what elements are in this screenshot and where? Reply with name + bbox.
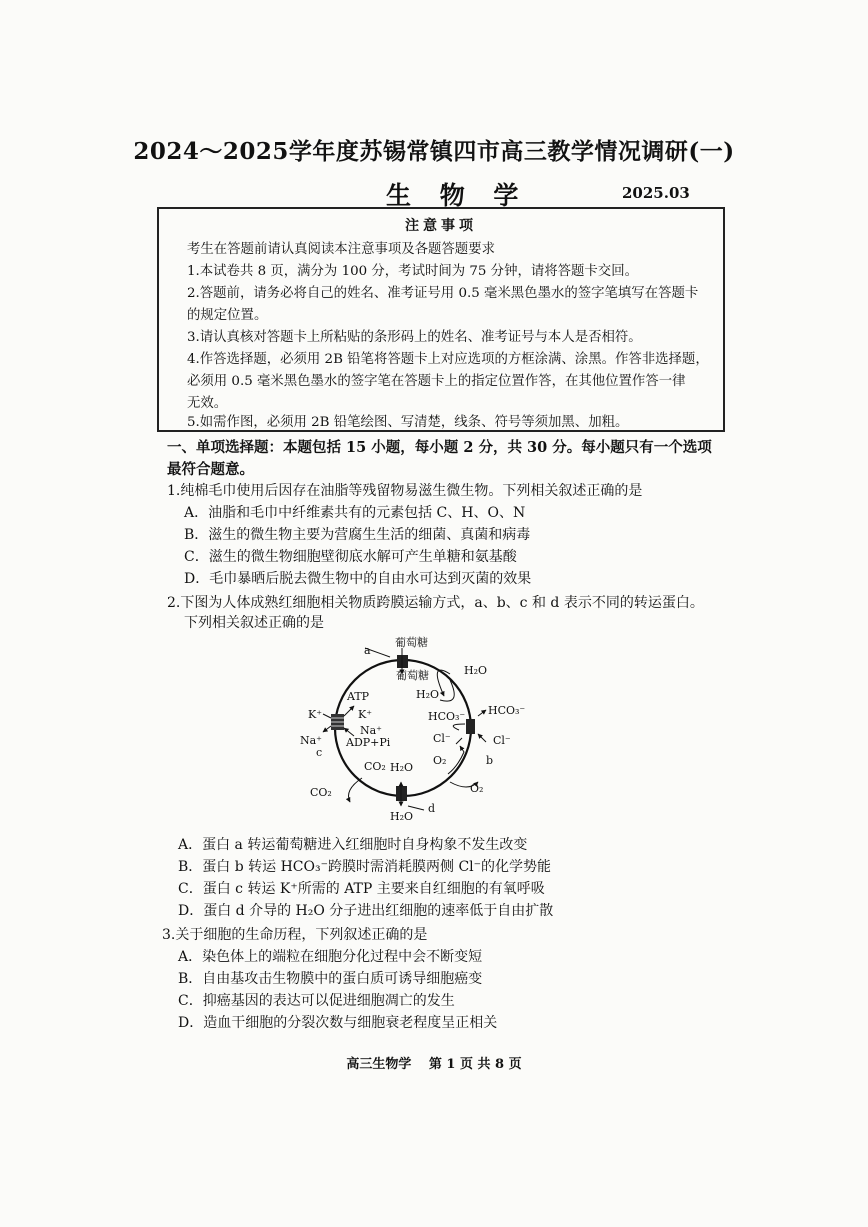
question-3-option-d: D．造血干细胞的分裂次数与细胞衰老程度呈正相关	[178, 1015, 498, 1031]
label-hco3-in: HCO₃⁻	[428, 710, 466, 723]
transporter-b	[466, 719, 475, 734]
label-na-in: Na⁺	[360, 724, 382, 737]
question-1-option-a: A．油脂和毛巾中纤维素共有的元素包括 C、H、O、N	[184, 505, 526, 521]
label-co2-in: CO₂	[364, 760, 386, 773]
question-1-option-c: C．滋生的微生物细胞壁彻底水解可产生单糖和氨基酸	[184, 549, 517, 565]
notice-line: 5.如需作图，必须用 2B 铅笔绘图、写清楚，线条、符号等须加黑、加粗。	[187, 415, 629, 430]
exam-title: 2024～2025学年度苏锡常镇四市高三教学情况调研(一)	[133, 138, 735, 165]
label-cl-in: Cl⁻	[433, 732, 451, 745]
label-k-in: K⁺	[358, 708, 373, 721]
notice-box	[157, 207, 725, 432]
question-3-option-c: C．抑癌基因的表达可以促进细胞凋亡的发生	[178, 993, 455, 1009]
label-adp: ADP+Pi	[346, 736, 391, 749]
label-co2-out: CO₂	[310, 786, 332, 799]
question-2-stem: 2.下图为人体成熟红细胞相关物质跨膜运输方式，a、b、c 和 d 表示不同的转运蛋白。	[167, 595, 704, 611]
label-h2o-d-in: H₂O	[390, 761, 414, 774]
question-2-option-d: D．蛋白 d 介导的 H₂O 分子进出红细胞的速率低于自由扩散	[178, 903, 554, 919]
label-h2o-out: H₂O	[464, 664, 488, 677]
label-glucose-out: 葡萄糖	[395, 636, 428, 649]
notice-line: 4.作答选择题，必须用 2B 铅笔将答题卡上对应选项的方框涂满、涂黑。作答非选择题，	[187, 352, 709, 367]
notice-line: 2.答题前，请务必将自己的姓名、准考证号用 0.5 毫米黑色墨水的签字笔填写在答题卡	[187, 286, 699, 301]
question-1-stem: 1.纯棉毛巾使用后因存在油脂等残留物易滋生微生物。下列相关叙述正确的是	[167, 483, 643, 499]
section-heading: 一、单项选择题：本题包括 15 小题，每小题 2 分，共 30 分。每小题只有一个选项	[167, 439, 712, 456]
label-o2-out: O₂	[470, 782, 484, 795]
notice-line: 3.请认真核对答题卡上所粘贴的条形码上的姓名、准考证号与本人是否相符。	[187, 330, 642, 345]
label-atp: ATP	[347, 690, 370, 703]
notice-line: 考生在答题前请认真阅读本注意事项及各题答题要求	[187, 242, 495, 257]
label-cl-out: Cl⁻	[493, 734, 511, 747]
label-k-out: K⁺	[308, 708, 323, 721]
question-2-stem-cont: 下列相关叙述正确的是	[184, 615, 324, 631]
question-1-option-d: D．毛巾暴晒后脱去微生物中的自由水可达到灭菌的效果	[184, 571, 532, 587]
subject-title: 生 物 学	[386, 181, 529, 210]
label-h2o-in: H₂O	[416, 688, 440, 701]
notice-line: 无效。	[187, 396, 228, 411]
question-3-option-b: B．自由基攻击生物膜中的蛋白质可诱导细胞癌变	[178, 971, 483, 987]
notice-title: 注意事项	[405, 218, 477, 234]
label-c: c	[316, 746, 323, 759]
label-a: a	[364, 644, 371, 657]
question-2-option-a: A．蛋白 a 转运葡萄糖进入红细胞时自身构象不发生改变	[178, 837, 528, 853]
exam-date: 2025.03	[622, 184, 690, 202]
question-3-stem: 3.关于细胞的生命历程，下列叙述正确的是	[162, 927, 428, 943]
label-o2-in: O₂	[433, 754, 447, 767]
label-glucose-in: 葡萄糖	[396, 669, 429, 682]
question-2-option-c: C．蛋白 c 转运 K⁺所需的 ATP 主要来自红细胞的有氧呼吸	[178, 881, 545, 897]
label-na-out: Na⁺	[300, 734, 322, 747]
question-2-option-b: B．蛋白 b 转运 HCO₃⁻跨膜时需消耗膜两侧 Cl⁻的化学势能	[178, 859, 552, 875]
label-h2o-d-out: H₂O	[390, 810, 414, 823]
section-heading-cont: 最符合题意。	[167, 461, 254, 478]
question-1-option-b: B．滋生的微生物主要为营腐生生活的细菌、真菌和病毒	[184, 527, 531, 543]
page-footer: 高三生物学 第 1 页 共 8 页	[346, 1057, 522, 1072]
question-3-option-a: A．染色体上的端粒在细胞分化过程中会不断变短	[178, 949, 483, 965]
label-d: d	[428, 802, 436, 815]
notice-line: 1.本试卷共 8 页，满分为 100 分，考试时间为 75 分钟，请将答题卡交回。	[187, 264, 638, 279]
label-b: b	[486, 754, 494, 767]
red-blood-cell-transport-diagram	[300, 634, 526, 828]
notice-line: 的规定位置。	[187, 308, 268, 323]
label-hco3-out: HCO₃⁻	[488, 704, 526, 717]
notice-line: 必须用 0.5 毫米黑色墨水的签字笔在答题卡上的指定位置作答，在其他位置作答一律	[187, 374, 686, 389]
